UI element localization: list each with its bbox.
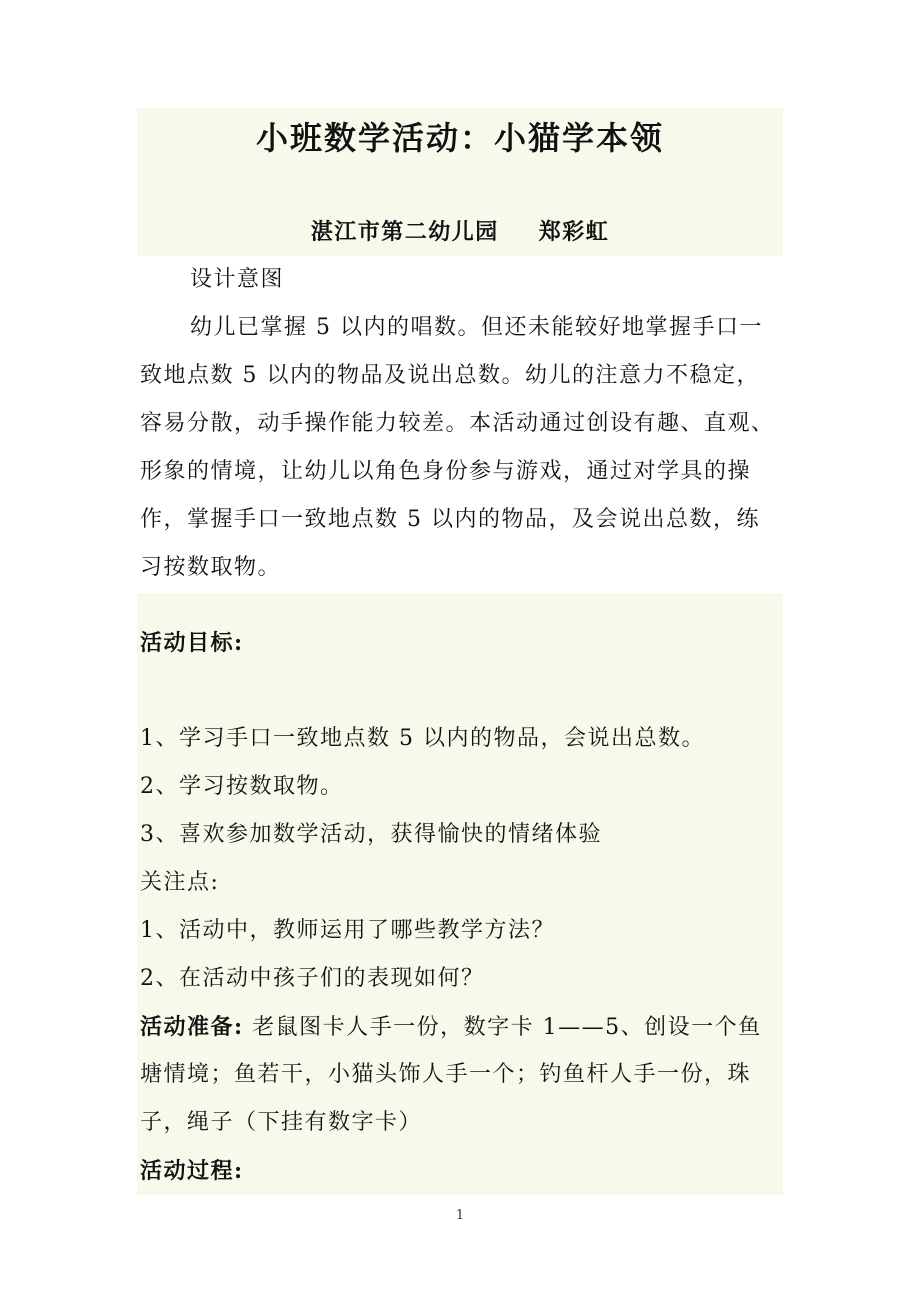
prep-line: 塘情境；鱼若干，小猫头饰人手一个；钓鱼杆人手一份，珠 [140, 1062, 752, 1087]
design-paragraph-line: 容易分散，动手操作能力较差。本活动通过创设有趣、直观、 [140, 411, 775, 436]
author-name: 郑彩虹 [538, 219, 610, 245]
design-paragraph-line: 幼儿已掌握 5 以内的唱数。但还未能较好地掌握手口一 [190, 315, 763, 340]
page-number: 1 [455, 1208, 465, 1223]
prep-heading: 活动准备: [140, 1014, 244, 1040]
design-paragraph-line: 作，掌握手口一致地点数 5 以内的物品，及会说出总数，练 [140, 507, 760, 532]
author-line [137, 217, 783, 247]
goals-heading: 活动目标: [140, 630, 244, 656]
design-paragraph-line: 致地点数 5 以内的物品及说出总数。幼儿的注意力不稳定， [140, 363, 760, 388]
goal-item: 1、学习手口一致地点数 5 以内的物品，会说出总数。 [140, 726, 705, 751]
design-heading: 设计意图 [190, 267, 285, 292]
design-paragraph-line: 习按数取物。 [140, 555, 282, 580]
focus-item: 2、在活动中孩子们的表现如何？ [140, 966, 485, 991]
design-paragraph-line: 形象的情境，让幼儿以角色身份参与游戏，通过对学具的操 [140, 459, 752, 484]
goal-item: 3、喜欢参加数学活动，获得愉快的情绪体验 [140, 822, 602, 847]
focus-item: 1、活动中，教师运用了哪些教学方法？ [140, 918, 555, 943]
document-title: 小班数学活动：小猫学本领 [255, 119, 664, 157]
author-school: 湛江市第二幼儿园 [310, 219, 499, 245]
prep-text: 老鼠图卡人手一份，数字卡 1——5、创设一个鱼 [243, 1015, 762, 1040]
process-heading: 活动过程: [140, 1158, 244, 1184]
focus-heading: 关注点: [140, 870, 220, 895]
prep-line [140, 1012, 780, 1043]
goal-item: 2、学习按数取物。 [140, 774, 344, 799]
prep-line: 子，绳子（下挂有数字卡） [140, 1110, 423, 1135]
